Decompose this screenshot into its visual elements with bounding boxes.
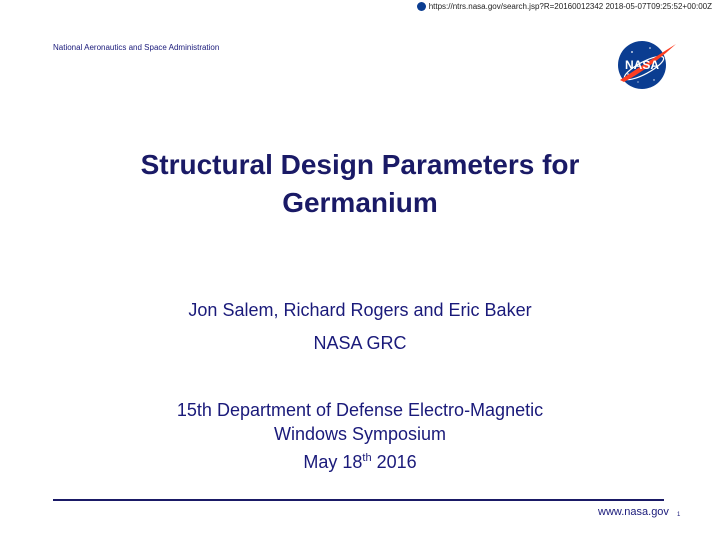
event-name bbox=[0, 398, 720, 446]
date-ordinal-suffix: th bbox=[362, 452, 372, 464]
presentation-date bbox=[0, 452, 720, 473]
event-line-1: 15th Department of Defense Electro-Magnetic bbox=[176, 400, 544, 420]
slide-title bbox=[0, 146, 720, 222]
nasa-logo-icon bbox=[614, 38, 678, 92]
agency-name: National Aeronautics and Space Administration bbox=[53, 43, 220, 52]
footer-divider bbox=[53, 499, 664, 501]
event-line-2: Windows Symposium bbox=[273, 424, 447, 444]
nasa-logo-text: NASA bbox=[624, 58, 660, 72]
date-year: 2016 bbox=[371, 452, 417, 472]
source-url-bar bbox=[417, 2, 712, 11]
nasa-mini-logo-icon bbox=[417, 2, 426, 11]
title-line-1: Structural Design Parameters for bbox=[140, 149, 580, 180]
footer-url-link[interactable]: www.nasa.gov bbox=[598, 506, 669, 518]
date-month-day: May 18 bbox=[303, 452, 363, 472]
title-line-2: Germanium bbox=[282, 187, 438, 218]
authors: Jon Salem, Richard Rogers and Eric Baker bbox=[188, 300, 532, 320]
organization: NASA GRC bbox=[313, 333, 407, 353]
page-number: 1 bbox=[677, 512, 681, 518]
source-url[interactable]: https://ntrs.nasa.gov/search.jsp?R=20160012342 2018-05-07T09:25:52+00:00Z bbox=[428, 2, 712, 11]
